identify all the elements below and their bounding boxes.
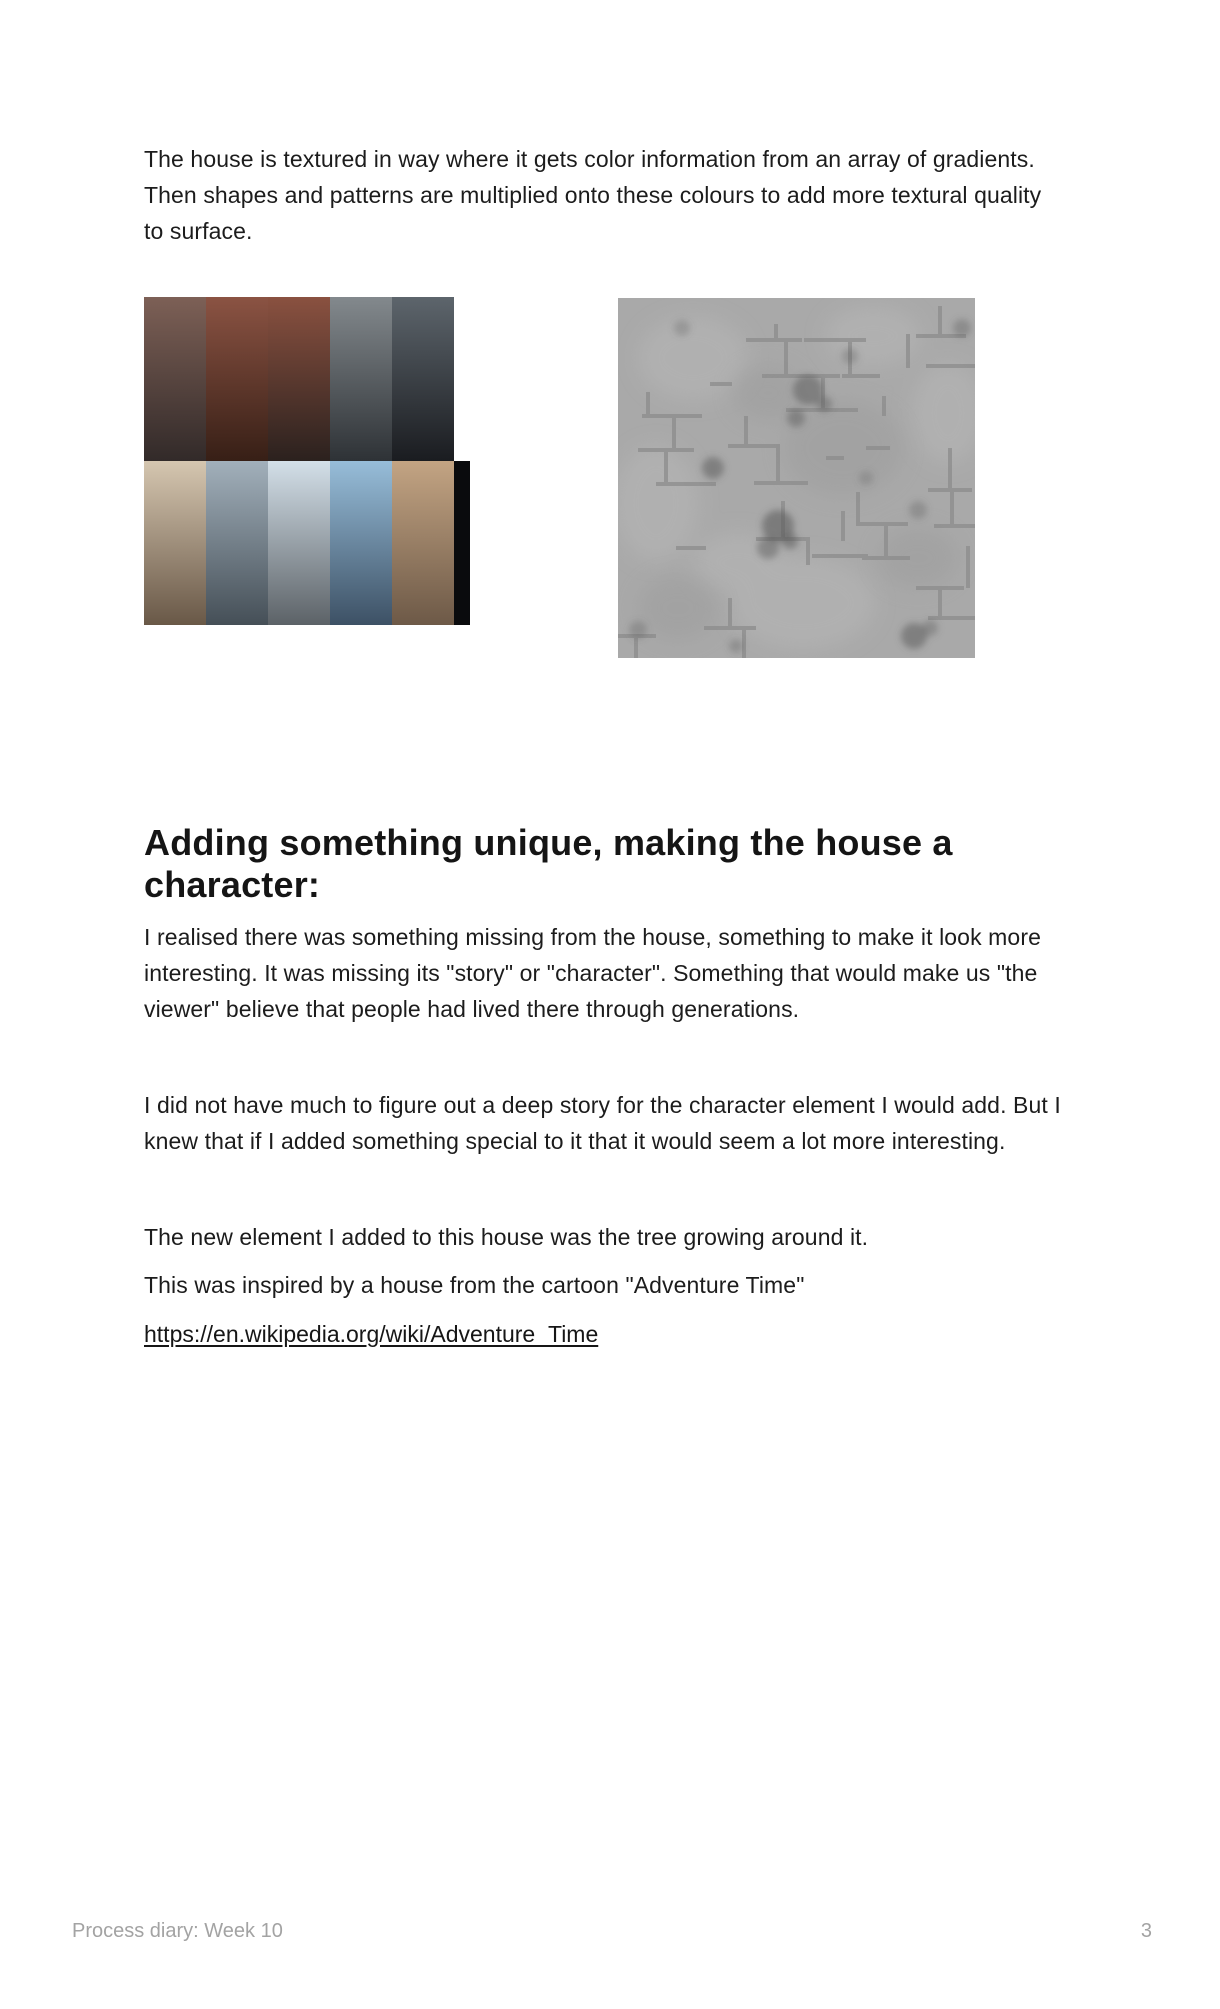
palette-top-swatch-4 xyxy=(330,297,392,461)
paragraph-missing-story: I realised there was something missing from the house, something to make it look more interesting. It was missing its "story" or "character". Something that would make us "the viewer" believe that people had lived there through generations. xyxy=(144,924,1041,1022)
paragraph-texture-intro: The house is textured in way where it gets color information from an array of gradients. Then shapes and patterns are multiplied onto these colours to add more textural quality to surface. xyxy=(144,146,1042,244)
footer-title: Process diary: Week 10 xyxy=(72,1920,283,1942)
gradient-palette-image xyxy=(144,297,470,625)
paragraph-adventure-time: This was inspired by a house from the cartoon "Adventure Time" xyxy=(144,1272,805,1298)
paragraph-tree-element: The new element I added to this house was the tree growing around it. xyxy=(144,1224,869,1250)
palette-black-strip xyxy=(454,461,470,625)
palette-bottom-swatch-5 xyxy=(392,461,454,625)
palette-top-swatch-1 xyxy=(144,297,206,461)
palette-bottom-swatch-1 xyxy=(144,461,206,625)
palette-bottom-swatch-3 xyxy=(268,461,330,625)
palette-bottom-swatch-4 xyxy=(330,461,392,625)
page-footer xyxy=(72,1919,1152,1943)
page-number: 3 xyxy=(1140,1920,1152,1942)
palette-bottom-swatch-2 xyxy=(206,461,268,625)
palette-top-swatch-5 xyxy=(392,297,454,461)
section-heading: Adding something unique, making the house a character: xyxy=(144,822,953,905)
palette-top-swatch-2 xyxy=(206,297,268,461)
adventure-time-wiki-link[interactable]: https://en.wikipedia.org/wiki/Adventure_Time xyxy=(144,1321,599,1347)
plaster-texture-image xyxy=(618,298,975,658)
paragraph-deep-story: I did not have much to figure out a deep story for the character element I would add. But I knew that if I added something special to it that it would seem a lot more interesting. xyxy=(144,1092,1061,1154)
palette-top-swatch-3 xyxy=(268,297,330,461)
palette-top-row xyxy=(144,297,454,461)
palette-bottom-row xyxy=(144,461,454,625)
